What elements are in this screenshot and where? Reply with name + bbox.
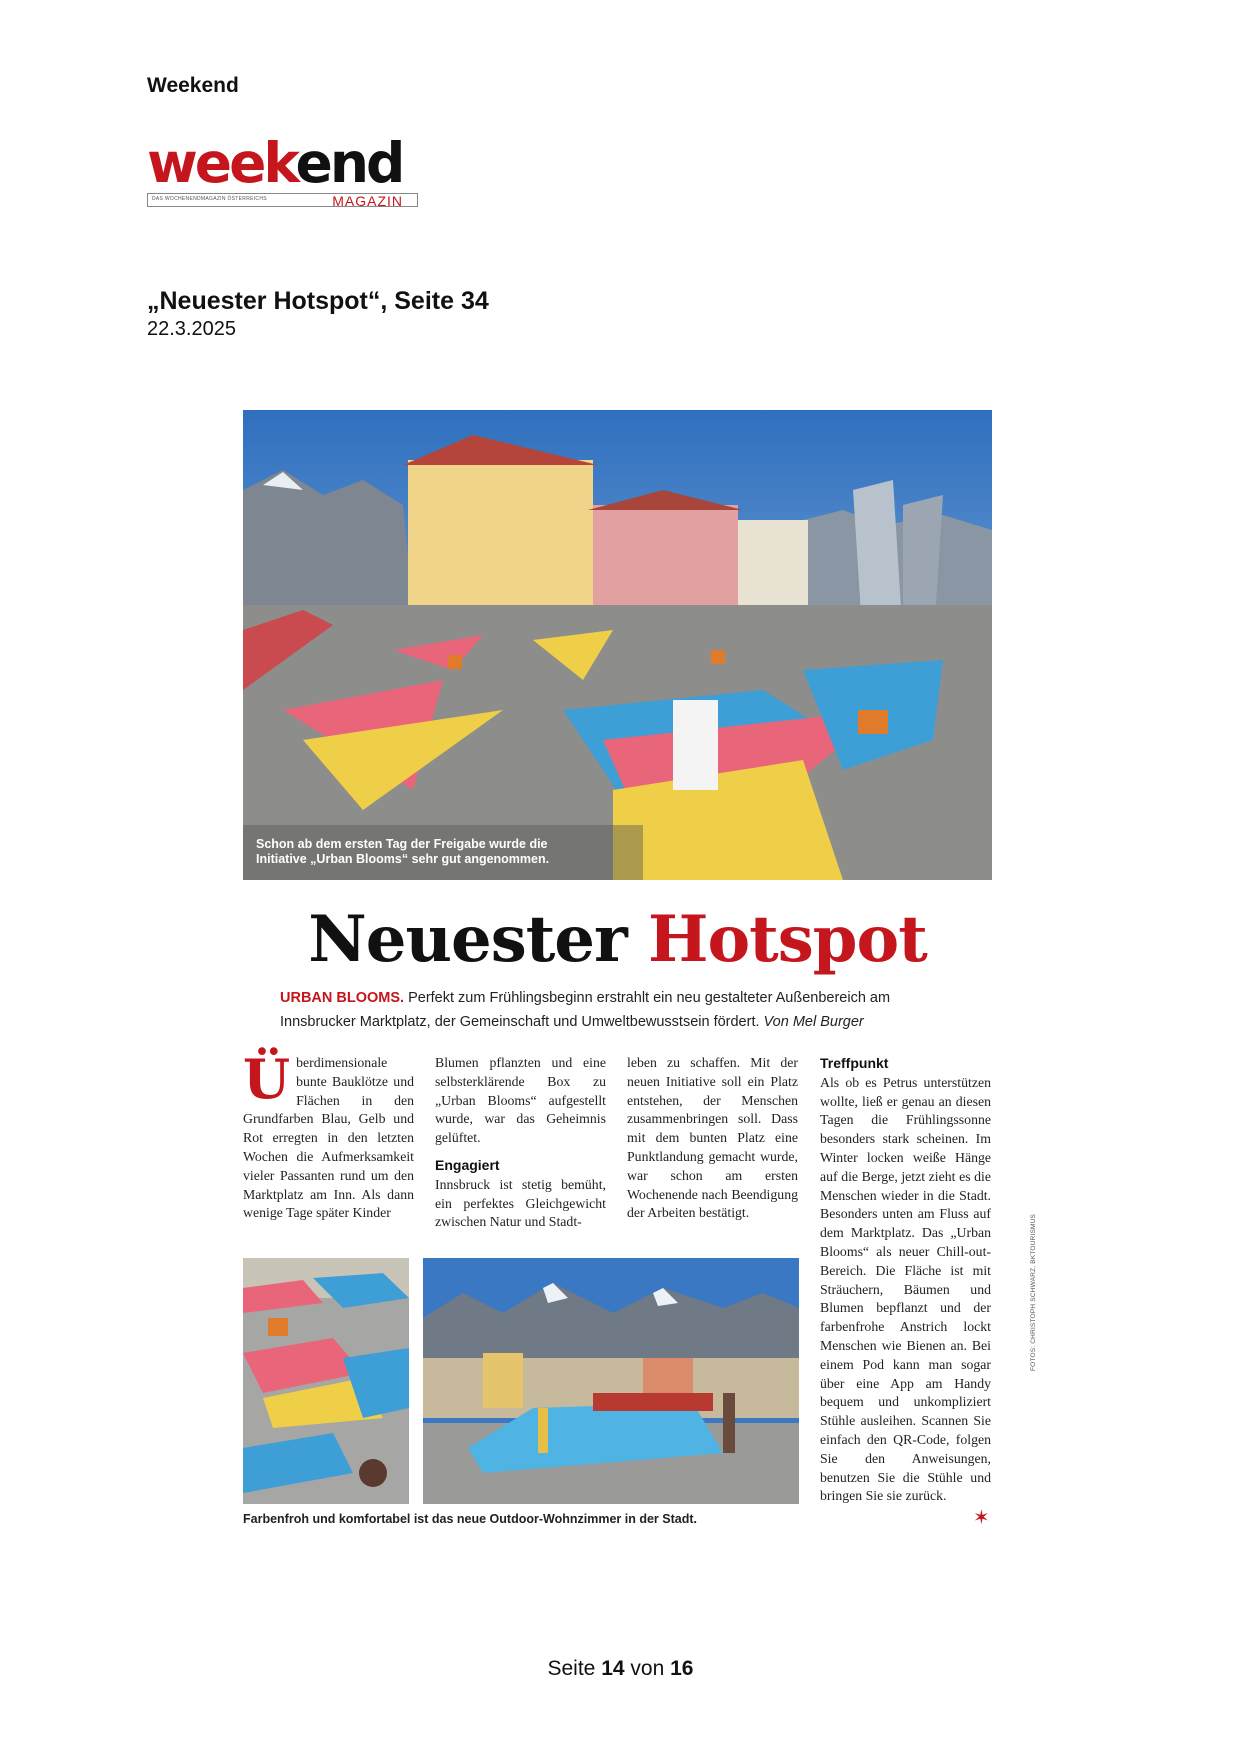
body-column-4 [820,1054,991,1506]
subhead-engagiert: Engagiert [435,1156,500,1173]
body-column-3 [627,1054,798,1223]
logo-wordmark [147,131,403,195]
weekend-magazin-logo [147,131,418,209]
footer-mid: von [630,1657,665,1680]
col2-text-b: Innsbruck ist stetig bemüht, ein perfektes Gleichgewicht zwischen Natur und Stadt- [435,1176,606,1230]
headline-part-1: Neuester [308,902,627,977]
lead-text: Perfekt zum Frühlingsbeginn erstrahlt ein neu gestalteter Außenbereich am Innsbrucker Marktplatz, der Gemeinschaft und Umweltbewusstsein fördert. [280,990,891,1030]
col2-text: Blumen pflanzten und eine selbsterklärende Box zu „Urban Blooms“ aufgestellt wurde, war das Geheimnis gelüftet. [435,1055,606,1146]
lead-paragraph [280,986,960,1034]
photo-credit: FOTOS: CHRISTOPH SCHWARZ, BKTOURISMUS [1030,1213,1037,1371]
page-footer [0,1657,1241,1681]
photo-mountain-illustration [423,1258,799,1504]
hero-illustration [243,410,992,880]
headline [243,902,992,977]
hero-caption [256,837,616,867]
logo-word-part2: end [295,131,403,195]
logo-subline: DAS WOCHENENDMAGAZIN ÖSTERREICHS [152,196,267,202]
publication-label: Weekend [147,74,239,97]
logo-word-part1: week [147,131,296,195]
article-reference: „Neuester Hotspot“, Seite 34 [147,287,489,315]
article-date: 22.3.2025 [147,318,236,340]
hero-caption-line-1: Schon ab dem ersten Tag der Freigabe wurde die [256,837,548,851]
photo-blocks-illustration [243,1258,409,1504]
footer-total-pages: 16 [670,1657,694,1680]
photo-colorful-blocks [243,1258,409,1504]
logo-strip [147,193,418,207]
byline: Von Mel Burger [763,1014,864,1030]
col4-text: Als ob es Petrus unterstützen wollte, ließ er genau an diesen Tagen die Frühlingssonne besonders stark scheinen. Im Winter locken weiße Hänge auf die Berge, jetzt zieht es die Menschen wieder in die Stadt. Besonders unten am Fluss auf dem Marktplatz. Das „Urban Blooms“ als neuer Chill-out-Bereich. Die Fläche ist mit Sträuchern, Bäumen und Blumen bepflanzt und der farbenfrohe Anstrich lockt Menschen wie Bienen an. Bei einem Pod kann man sogar über eine App am Handy bequem und unkompliziert Stühle ausleihen. Scannen Sie einfach den QR-Code, folgen Sie den Anweisungen, benutzen Sie die Stühle und bringen Sie sie zurück. [820,1074,991,1504]
bottom-photo-caption: Farbenfroh und komfortabel ist das neue Outdoor-Wohnzimmer in der Stadt. [243,1512,697,1526]
lead-kicker: URBAN BLOOMS. [280,990,405,1006]
headline-part-2: Hotspot [648,902,927,977]
article-end-mark: ✶ [973,1507,990,1529]
body-column-1 [243,1047,414,1223]
hero-caption-line-2: Initiative „Urban Blooms“ sehr gut angenommen. [256,852,550,866]
dropcap: Ü [243,1047,291,1111]
col3-text: leben zu schaffen. Mit der neuen Initiative soll ein Platz entstehen, der Menschen zusammenbringen soll. Dass mit dem bunten Platz eine Punktlandung gemacht wurde, war schon am ersten Wochenende nach Beendigung der Arbeiten bestätigt. [627,1055,798,1221]
hero-photo [243,410,992,880]
photo-mountain-square [423,1258,799,1504]
body-column-2 [435,1054,606,1232]
footer-page-number: 14 [601,1657,625,1680]
footer-prefix: Seite [547,1657,596,1680]
subhead-treffpunkt: Treffpunkt [820,1055,889,1071]
col1-text: berdimensionale bunte Bauklötze und Flächen in den Grundfarben Blau, Gelb und Rot erregten in den letzten Wochen die Aufmerksamkeit vieler Passanten rund um den Marktplatz am Inn. Als dann wenige Tage später Kinder [243,1055,414,1221]
logo-magazin: MAGAZIN [332,193,403,209]
